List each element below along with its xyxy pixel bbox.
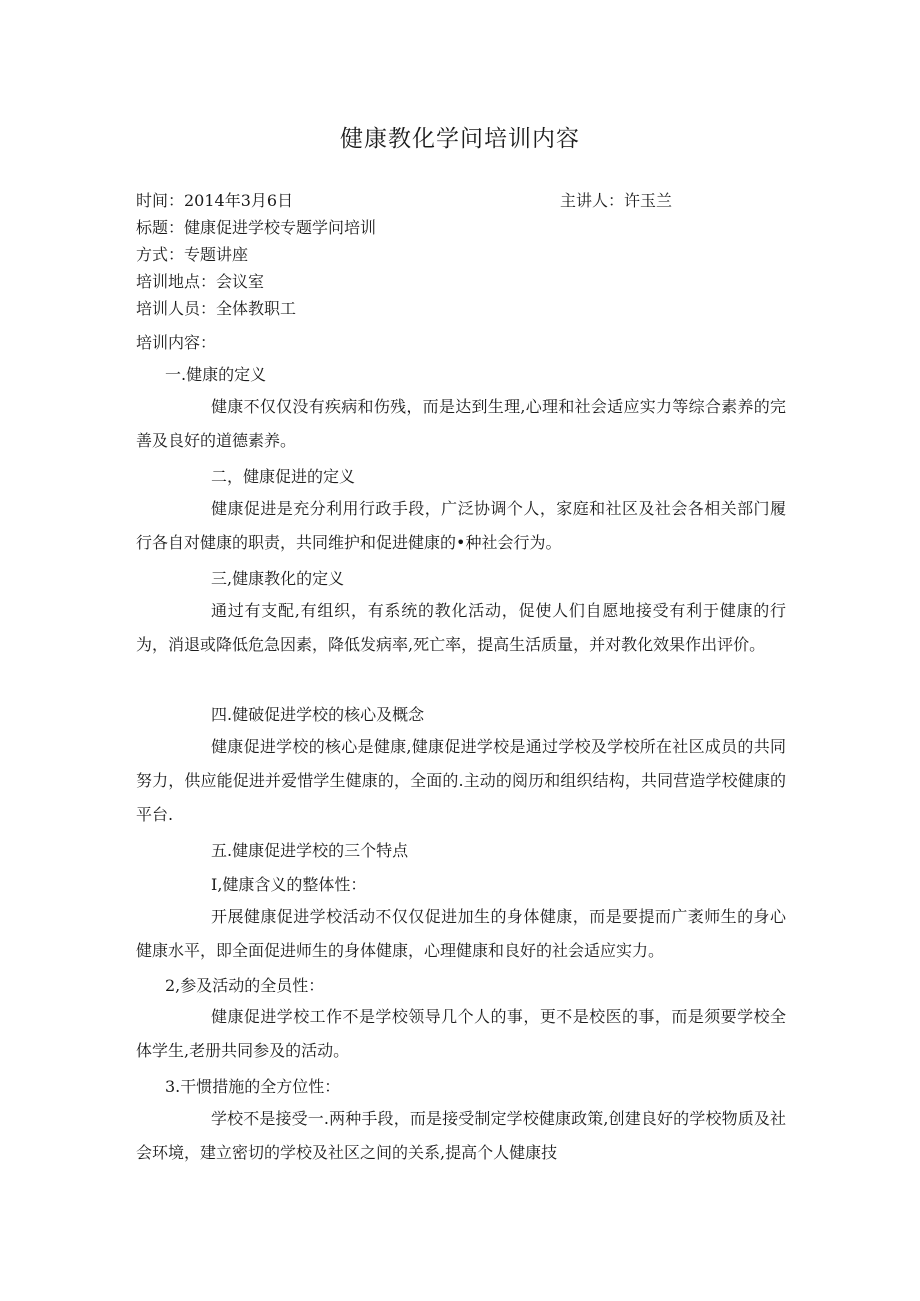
section-1-text: 健康不仅仅没有疾病和伤残，而是达到生理,心理和社会适应实力等综合素养的完善及良好的道德素养。 — [136, 397, 786, 450]
feature-1-text: 开展健康促进学校活动不仅仅促进加生的身体健康，而是要提而广袤师生的身心健康水平，即全面促进师生的身体健康，心理健康和良好的社会适应实力。 — [136, 907, 786, 960]
section-3-heading: 三,健康教化的定义 — [211, 569, 345, 588]
attendees-line: 培训人员：全体教职工 — [136, 299, 297, 318]
feature-2-text: 健康促进学校工作不是学校领导几个人的事，更不是校医的事，而是须要学校全体学生,老册共同参及的活动。 — [136, 1007, 786, 1060]
feature-3-heading: 3.干惯措施的全方位性： — [165, 1077, 341, 1096]
location-line: 培训地点：会议室 — [136, 272, 265, 291]
section-2-text: 健康促进是充分利用行政手段，广泛协调个人，家庭和社区及社会各相关部门履行各自对健康的职责，共同维护和促进健康的•种社会行为。 — [136, 499, 786, 552]
section-3-text: 通过有支配,有组织，有系统的教化活动，促使人们自愿地接受有利于健康的行为，消退或降低危急因素，降低发病率,死亡率，提高生活质量，并对教化效果作出评价。 — [136, 601, 786, 654]
method-line: 方式：专题讲座 — [136, 245, 249, 264]
section-1-heading: 一.健康的定义 — [165, 365, 267, 384]
document-title: 健康教化学问培训内容 — [340, 126, 580, 152]
section-5-heading: 五.健康促进学校的三个特点 — [211, 841, 409, 860]
feature-1-heading: I,健康含义的整体性： — [211, 875, 367, 894]
section-4-heading: 四.健破促进学校的核心及概念 — [211, 705, 425, 724]
content-label: 培训内容： — [136, 333, 217, 352]
presenter-line: 主讲人：许玉兰 — [560, 191, 673, 210]
feature-3-text: 学校不是接受一.两种手段，而是接受制定学校健康政策,创建良好的学校物质及社会环境，建立密切的学校及社区之间的关系,提高个人健康技 — [136, 1109, 786, 1162]
section-2-heading: 二，健康促进的定义 — [211, 467, 356, 486]
feature-2-heading: 2,参及活动的全员性： — [165, 976, 325, 995]
topic-line: 标题：健康促进学校专题学问培训 — [136, 218, 377, 237]
section-4-text: 健康促进学校的核心是健康,健康促进学校是通过学校及学校所在社区成员的共同努力，供应能促进并爱惜学生健康的，全面的.主动的阅历和组织结构，共同营造学校健康的平台. — [136, 737, 786, 824]
time-line: 时间：2014年3月6日 — [136, 191, 294, 210]
